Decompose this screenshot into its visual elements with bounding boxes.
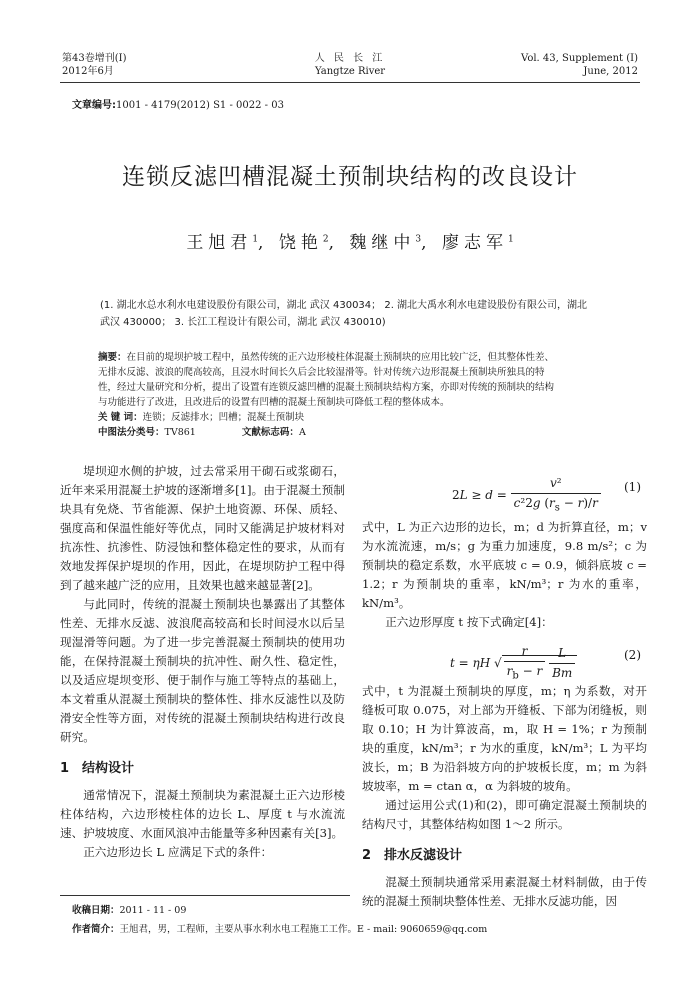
abstract-line: [98, 350, 618, 365]
paragraph: 堤坝迎水侧的护坡，过去常采用干砌石或浆砌石，近年来采用混凝土护坡的逐渐增多[1]。由于混凝土预制块具有免烧、节省能源、保护土地资源、环保、质轻、强度高和保温性能好等优点，同时又能满足护坡材料对抗冻性、抗渗性、防浸蚀和整体稳定性的要求，从而有效地发挥保护堤坝的作用，因此，在堤坝防护工程中得到了越来越广泛的应用，且效果也越来越显著[2]。: [60, 464, 345, 592]
keywords-text: 连锁；反滤排水；凹槽；混凝土预制块: [142, 412, 305, 423]
paragraph: 式中，L 为正六边形的边长，m；d 为折算直径，m；v 为水流流速，m/s；g 为重力加速度，9.8 m/s²；c 为预制块的稳定系数，水平底坡 c = 0.9，倾斜底坡 c = 1.2；r 为预制块的重率，kN/m³；r 为水的重率，kN/m³。: [362, 520, 647, 610]
footnote: [72, 903, 652, 937]
header-journal-en: Yangtze River: [314, 66, 386, 77]
header-volume-en-line1: Vol. 43, Supplement (Ⅰ): [521, 53, 638, 64]
clc-label: 中图法分类号：: [98, 427, 165, 438]
equation-1: 2L ≥ d = $\frac{\text{v²}}{c^22g (r_s - r)/r}$ (1): [452, 476, 641, 514]
abstract-line: 性，经过大量研究和分析，提出了设置有连锁反滤凹槽的混凝土预制块结构方案，亦即对传统的预制块的结构: [98, 382, 555, 393]
paragraph: 通过运用公式(1)和(2)，即可确定混凝土预制块的结构尺寸，其整体结构如图 1～2 所示。: [362, 798, 647, 831]
author-affil-mark: 3: [415, 234, 422, 245]
footnote-rule: [60, 895, 350, 896]
keywords-label: 关 键 词：: [98, 412, 143, 423]
section-heading-2: 2 排水反滤设计: [362, 848, 463, 863]
left-column: [60, 462, 345, 862]
affiliation-line: 武汉 430000； 3. 长江工程设计有限公司，湖北 武汉 430010): [100, 317, 386, 328]
section-heading-1: 1 结构设计: [60, 761, 135, 776]
received-label: 收稿日期：: [72, 905, 120, 916]
received-date: [72, 903, 652, 918]
header-volume-line2: 2012年6月: [62, 66, 114, 77]
classification: [98, 425, 618, 440]
abstract-line: 与功能进行了改进，且改进后的设置有凹槽的混凝土预制块可降低工程的整体成本。: [98, 397, 450, 408]
article-number-label: 文章编号:: [72, 100, 116, 111]
header-date-en: June, 2012: [583, 66, 638, 77]
keywords: [98, 410, 618, 425]
abstract-text: 在目前的堤坝护坡工程中，虽然传统的正六边形棱柱体混凝土预制块的应用比较广泛，但其整体性差、: [126, 352, 555, 363]
author-affil-mark: 1: [252, 234, 259, 245]
author-name: 饶艳: [278, 233, 323, 253]
paragraph: 与此同时，传统的混凝土预制块也暴露出了其整体性差、无排水反滤、波浪爬高较高和长时间浸水以后呈现湿滑等问题。为了进一步完善混凝土预制块的使用功能，在保持混凝土预制块的抗冲性、耐久性、稳定性，以及适应堤坝变形、便于制作与施工等特点的基础上，本文着重从混凝土预制块的整体性、排水反滤性以及防滑安全性等方面，对传统的混凝土预制块结构进行改良研究。: [60, 597, 345, 744]
paragraph: 正六边形厚度 t 按下式确定[4]：: [385, 615, 553, 629]
article-number-value: 1001 - 4179(2012) S1 - 0022 - 03: [116, 100, 284, 111]
affiliations: [100, 297, 620, 331]
author-list: 王旭君$^1$, 饶艳$^2$, 魏继中$^3$, 廖志军$^1$: [186, 233, 514, 253]
author-name: 廖志军: [441, 233, 508, 253]
paragraph: 式中，t 为混凝土预制块的厚度，m；η 为系数，对开缝板可取 0.075，对上部为开缝板、下部为闭缝板，则取 0.10；H 为计算波高，m，取 H = 1%；r 为预制块的重度，kN/m³；r 为水的重度，kN/m³；L 为平均波长，m；B 为沿斜坡方向的护坡板长度，m；m 为斜坡坡率，m = ctan α，α 为斜坡的坡角。: [362, 684, 647, 793]
author-name: 魏继中: [349, 233, 416, 253]
header-journal: [250, 52, 450, 78]
abstract-label: 摘要：: [98, 352, 127, 363]
header-volume-line1: 第43卷增刊(Ⅰ): [62, 53, 127, 64]
paper-title: 连锁反滤凹槽混凝土预制块结构的改良设计: [122, 164, 578, 190]
equation-2-number: (2): [624, 648, 641, 662]
author-bio-label: 作者简介：: [72, 924, 120, 935]
clc-value: TV861: [164, 427, 196, 438]
author-name: 王旭君: [186, 233, 253, 253]
header-journal-cn: 人 民 长 江: [314, 53, 386, 64]
received-value: 2011 - 11 - 09: [119, 905, 187, 916]
author-affil-mark: 2: [322, 234, 329, 245]
doc-code-label: 文献标志码：: [241, 427, 299, 438]
header-volume: [62, 52, 126, 78]
header-volume-en: [521, 52, 638, 78]
author-affil-mark: 1: [507, 234, 514, 245]
equation-2: t = ηH √ $\frac{r}{r_b - r}$ $\frac{L}{Bm}$ (2): [450, 644, 641, 682]
doc-code-value: A: [298, 427, 306, 438]
author-bio: [72, 922, 652, 937]
article-number: [72, 96, 284, 111]
paragraph: 通常情况下，混凝土预制块为素混凝土正六边形棱柱体结构，六边形棱柱体的边长 L、厚度 t 与水流流速、护坡坡度、水面风浪冲击能量等多种因素有关[3]。: [60, 788, 345, 840]
abstract: [98, 350, 618, 440]
affiliation-line: (1. 湖北水总水利水电建设股份有限公司，湖北 武汉 430034； 2. 湖北大禹水利水电建设股份有限公司，湖北: [100, 300, 588, 311]
author-bio-text: 王旭君，男，工程师，主要从事水利水电工程施工工作。E - mail: 9060659@qq.com: [119, 924, 488, 935]
paragraph: 混凝土预制块通常采用素混凝土材料制做，由于传统的混凝土预制块整体性差、无排水反滤功能，因: [362, 875, 647, 908]
paragraph: 正六边形边长 L 应满足下式的条件：: [83, 845, 273, 859]
header-rule: [60, 82, 640, 83]
abstract-line: 无排水反滤、波浪的爬高较高，且浸水时间长久后会比较湿滑等。针对传统六边形混凝土预制块所独具的特: [98, 367, 545, 378]
right-column: [362, 462, 647, 911]
equation-1-number: (1): [624, 480, 641, 494]
